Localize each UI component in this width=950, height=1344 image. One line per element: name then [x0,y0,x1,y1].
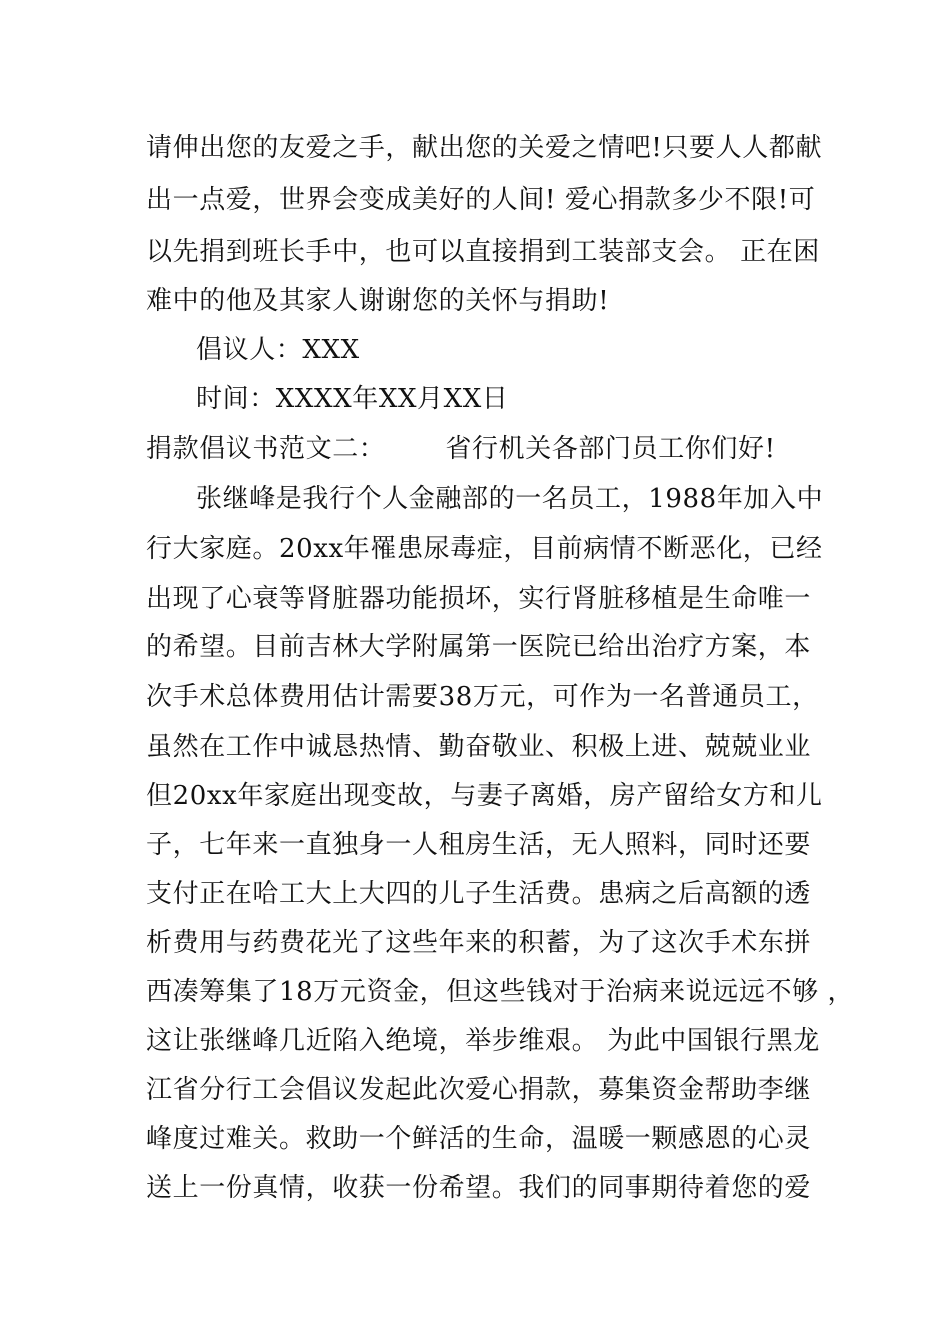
paragraph-line: 送上一份真情，收获一份希望。我们的同事期待着您的爱 [146,1173,812,1203]
paragraph-line: 江省分行工会倡议发起此次爱心捐款，募集资金帮助李继 [146,1075,812,1105]
paragraph-line: 次手术总体费用估计需要38万元，可作为一名普通员工， [146,682,819,712]
paragraph-line: 张继峰是我行个人金融部的一名员工，1988年加入中 [196,484,824,514]
initiator-line: 倡议人：XXX [196,335,360,365]
paragraph-line: 这让张继峰几近陷入绝境，举步维艰。 为此中国银行黑龙 [146,1026,820,1056]
paragraph-line: 析费用与药费花光了这些年来的积蓄，为了这次手术东拼 [146,928,812,958]
section-heading [146,432,776,466]
paragraph-line: 出现了心衰等肾脏器功能损坏，实行肾脏移植是生命唯一 [146,584,812,614]
paragraph-line: 虽然在工作中诚恳热情、勤奋敬业、积极上进、兢兢业业 [146,732,812,762]
paragraph-line: 行大家庭。20xx年罹患尿毒症，目前病情不断恶化，已经 [146,534,823,564]
heading-title: 捐款倡议书范文二： [146,434,386,464]
heading-salutation: 省行机关各部门员工你们好! [445,434,776,464]
paragraph-line: 以先捐到班长手中，也可以直接捐到工装部支会。 正在困 [146,237,820,267]
paragraph-line: 请伸出您的友爱之手，献出您的关爱之情吧!只要人人都献 [146,133,823,163]
paragraph-line: 但20xx年家庭出现变故，与妻子离婚，房产留给女方和儿 [146,781,823,811]
paragraph-line: 西凑筹集了18万元资金，但这些钱对于治病来说远远不够 ， [146,977,855,1007]
paragraph-line: 子，七年来一直独身一人租房生活，无人照料，同时还要 [146,830,812,860]
paragraph-line: 峰度过难关。救助一个鲜活的生命，温暖一颗感恩的心灵 [146,1124,812,1154]
paragraph-line: 支付正在哈工大上大四的儿子生活费。患病之后高额的透 [146,879,812,909]
paragraph-line: 的希望。目前吉林大学附属第一医院已给出治疗方案，本 [146,632,812,662]
date-line: 时间：XXXX年XX月XX日 [196,384,509,414]
paragraph-line: 出一点爱，世界会变成美好的人间! 爱心捐款多少不限!可 [146,185,816,215]
paragraph-line: 难中的他及其家人谢谢您的关怀与捐助! [146,286,610,316]
